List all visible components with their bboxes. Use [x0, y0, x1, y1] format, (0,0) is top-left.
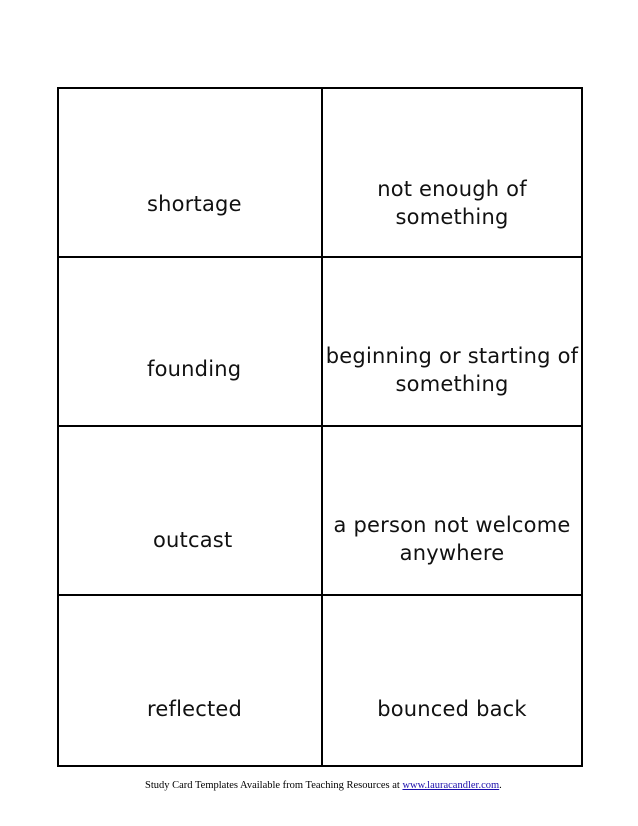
definition-text: [323, 511, 581, 567]
definition-line: bounced back: [377, 697, 527, 721]
term-cell: [59, 427, 323, 596]
definition-text: [323, 695, 581, 723]
definition-line: beginning or starting of: [325, 344, 579, 368]
study-card-grid: [57, 87, 583, 767]
definition-line: something: [395, 205, 509, 229]
definition-line: not enough of: [377, 177, 527, 201]
definition-cell: [323, 596, 581, 765]
term-text: outcast: [153, 528, 233, 552]
term-cell: [59, 596, 323, 765]
term-cell: [59, 258, 323, 427]
definition-text: [323, 342, 581, 398]
term-text: reflected: [147, 697, 243, 721]
term-cell: [59, 89, 323, 258]
footer-link[interactable]: www.lauracandler.com: [402, 780, 500, 791]
term-text: shortage: [147, 192, 242, 216]
definition-cell: [323, 258, 581, 427]
footer-suffix: .: [499, 780, 502, 791]
footer-prefix: Study Card Templates Available from Teaching Resources at: [145, 780, 403, 791]
definition-line: something: [395, 372, 509, 396]
definition-text: [323, 175, 581, 231]
term-text: founding: [147, 357, 242, 381]
footer-credit: [145, 780, 502, 791]
definition-line: a person not welcome: [333, 513, 571, 537]
definition-cell: [323, 89, 581, 258]
definition-cell: [323, 427, 581, 596]
definition-line: anywhere: [399, 541, 505, 565]
